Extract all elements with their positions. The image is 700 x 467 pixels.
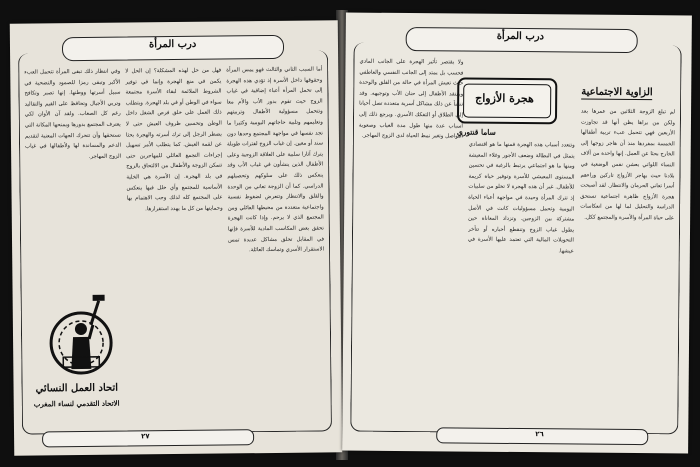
right-page-number: ٢٦ <box>535 430 544 439</box>
right-column-middle: وتتعدد أسباب هذه الهجرة فمنها ما هو اقتصادي يتمثل في البطالة وضعف الأجور وغلاء المعيشة ومنها ما هو اجتماعي يرتبط بالرغبة في تحسين المستوى المعيشي للأسرة وتوفير حياة كريمة للأطفال. غير أن هذه الهجرة لا تخلو من سلبيات إذ تترك المرأة وحيدة في مواجهة أعباء الحياة اليومية وتحمل مسؤوليات كانت في الأصل مشتركة بين الزوجين. وتزداد المعاناة حين يطول غياب الزوج وتنقطع أخباره أو تتأخر التحويلات المالية التي تعتمد عليها الأسرة في عيشها. <box>467 141 575 255</box>
logo-text-line1: اتحاد العمل النسائي <box>35 382 119 395</box>
left-header-title: درب المرأة <box>148 38 197 51</box>
article-author: ساما قنتوري <box>456 127 496 137</box>
woman-with-torch-icon <box>33 290 130 381</box>
section-title: الزاوية الاجتماعية <box>581 86 653 99</box>
left-column-right: أما السبب الثاني والثالث فهو يمس المرأة وحقوقها داخل الأسرة إذ تؤدي هذه الهجرة إلى تحمل المرأة أعباء إضافية في غياب الزوج حيث تقوم بدور الأب والأم معا وتتحمل مسؤولية الأطفال وتربيتهم وتعليمهم وتلبية حاجاتهم اليومية وكثيرا ما تجد نفسها في مواجهة المجتمع وحدها دون سند أو معين. إن غياب الزوج لفترات طويلة يترك آثارا سلبية على العلاقة الزوجية وعلى الأطفال الذين ينشأون في غياب الأب وقد ينعكس ذلك على سلوكهم وتحصيلهم الدراسي. كما أن الزوجة تعاني من الوحدة والقلق والانتظار وتتعرض لضغوط نفسية واجتماعية متعددة من محيطها العائلي ومن المجتمع الذي لا يرحم. وإذا كانت الهجرة تحقق بعض المكاسب المادية للأسرة فإنها في المقابل تخلق مشاكل عديدة تمس الاستقرار الأسري وتماسك العائلة. <box>226 66 325 254</box>
right-page <box>342 12 692 453</box>
union-logo <box>33 290 130 421</box>
left-column-middle: فهل من حل لهذه المشكلة؟ إن الحل لا يكمن في منع الهجرة وإنما في توفير الشروط الملائمة لبقاء الأسرة مجتمعة سواء في الوطن أو في بلد الهجرة. ويتطلب ذلك العمل على خلق فرص الشغل داخل الوطن وتحسين ظروف العيش حتى لا يضطر الرجل إلى ترك أسرته والهجرة بحثا عن لقمة العيش. كما يتطلب الأمر تسهيل إجراءات التجمع العائلي للمهاجرين حتى تتمكن الزوجة والأطفال من الالتحاق بالزوج في بلد الهجرة. إن الأسرة هي الخلية الأساسية للمجتمع وأي خلل فيها ينعكس على المجتمع كله لذلك وجب الاهتمام بها وحمايتها من كل ما يهدد استقرارها. <box>125 67 223 213</box>
right-page-footer <box>436 427 648 445</box>
article-title: هجرة الأزواج <box>475 91 534 106</box>
left-page <box>10 20 343 455</box>
right-column-left: ولا يقتصر تأثير الهجرة على الجانب المادي فحسب بل يمتد إلى الجانب النفسي والعاطفي حيث تعيش المرأة في حالة من القلق والوحدة ويفتقد الأطفال إلى حنان الأب وتوجيهه. وقد تنشأ عن ذلك مشاكل أسرية متعددة تصل أحيانا إلى الطلاق أو التفكك الأسري. ويرجع ذلك إلى أسباب عدة منها طول مدة الغياب وصعوبة التواصل وتغير نمط الحياة لدى الزوج المهاجر. <box>358 58 464 140</box>
left-page-number: ٢٧ <box>141 432 150 441</box>
left-column-left: وفي انتظار ذلك تبقى المرأة تتحمل العبء الأكبر وتبقى رمزا للصمود والتضحية في سبيل أسرتها ووطنها. إنها تصبر وتكافح وتربي الأجيال وتحافظ على القيم والتقاليد رغم كل الصعاب. ولقد آن الأوان لكي يعترف المجتمع بدورها ويمنحها المكانة التي تستحقها وأن تتحرك الجهات المعنية لتقديم الدعم والمساندة لها ولأطفالها في غياب الزوج المهاجر. <box>24 68 122 160</box>
logo-text-line2: الاتحاد التقدمي لنساء المغرب <box>33 398 120 409</box>
right-header-title: درب المرأة <box>496 30 545 43</box>
right-column-right: لم تبلغ الزوجة الثلاثين من عمرها بعد ولكن من يراها يظن أنها قد تجاوزت الأربعين فهي تتحمل عبء تربية أطفالها الخمسة بمفردها منذ أن هاجر زوجها إلى الخارج بحثا عن العمل. إنها واحدة من آلاف النساء اللواتي يعشن نفس الوضعية في بلادنا حيث يهاجر الأزواج تاركين وراءهم أسرا تعاني الحرمان والانتظار. لقد أصبحت هجرة الأزواج ظاهرة اجتماعية تستحق الدراسة والتحليل لما لها من انعكاسات على حياة المرأة والأسرة والمجتمع ككل. <box>580 108 676 222</box>
article-title-box <box>457 77 557 124</box>
left-page-footer <box>42 429 254 447</box>
